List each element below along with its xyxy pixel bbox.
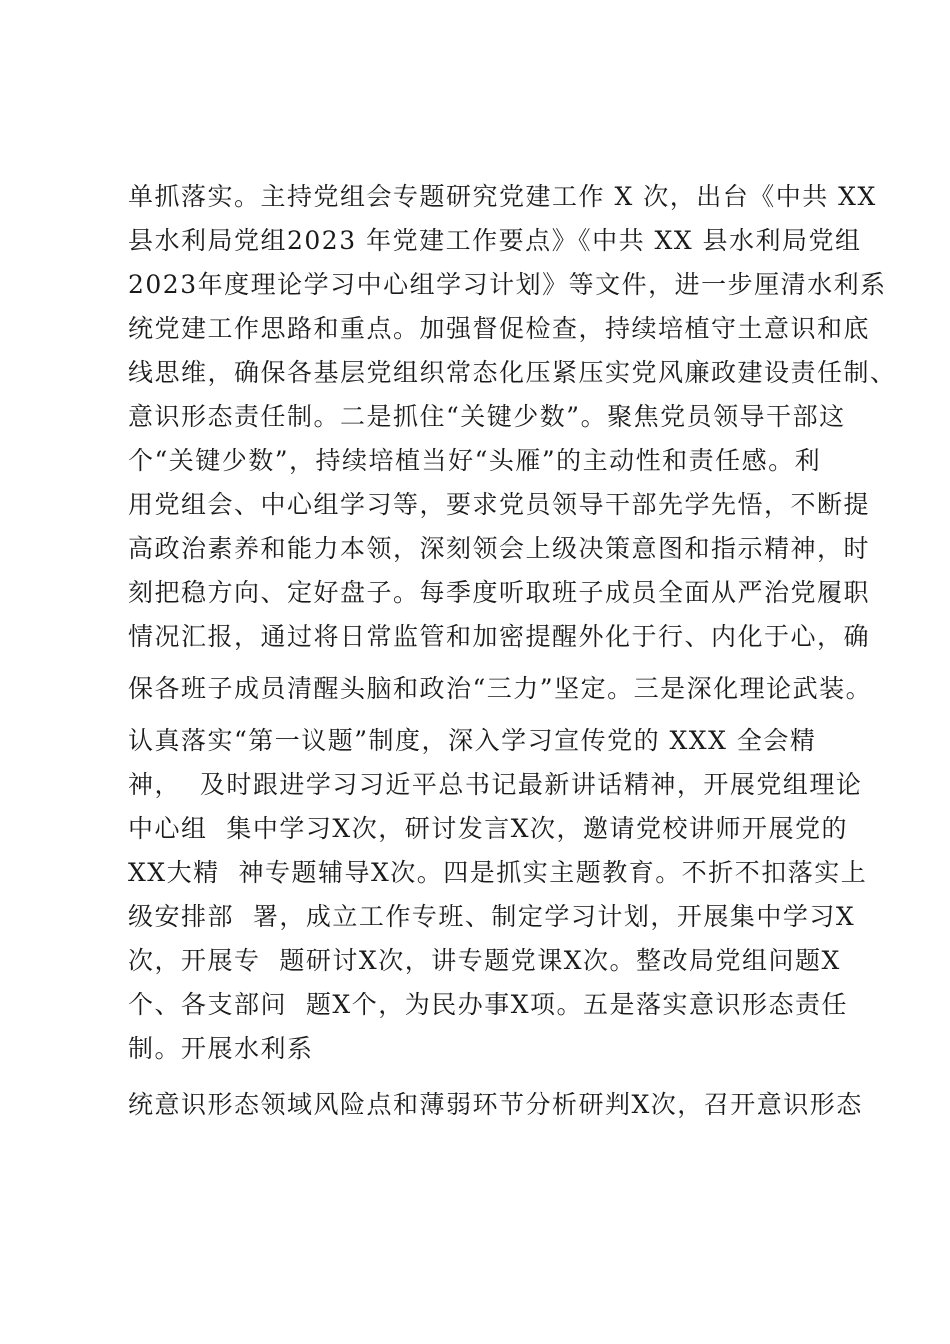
text-line-15: 中心组 集中学习X次，研讨发言X次，邀请党校讲师开展党的 [128,814,848,843]
text-line-4: 统党建工作思路和重点。加强督促检查，持续培植守土意识和底 [128,314,871,343]
text-line-10: 刻把稳方向、定好盘子。每季度听取班子成员全面从严治党履职 [128,578,871,607]
text-line-9: 高政治素养和能力本领，深刻领会上级决策意图和指示精神，时 [128,534,871,563]
text-line-2: 县水利局党组2023 年党建工作要点》《中共 XX 县水利局党组 [128,226,862,255]
text-line-17: 级安排部 署，成立工作专班、制定学习计划，开展集中学习X [128,902,856,931]
text-line-16: XX大精 神专题辅导X次。四是抓实主题教育。不折不扣落实上 [128,858,868,887]
text-line-1: 单抓落实。主持党组会专题研究党建工作 X 次，出台《中共 XX [128,182,877,211]
text-line-5: 线思维，确保各基层党组织常态化压紧压实党风廉政建设责任制、 [128,358,897,387]
text-line-21: 统意识形态领域风险点和薄弱环节分析研判X次，召开意识形态 [128,1090,863,1119]
text-line-3: 2023年度理论学习中心组学习计划》等文件，进一步厘清水利系 [128,270,887,299]
text-line-14: 神， 及时跟进学习习近平总书记最新讲话精神，开展党组理论 [128,770,863,799]
text-line-11: 情况汇报，通过将日常监管和加密提醒外化于行、内化于心，确 [128,622,871,651]
text-line-20: 制。开展水利系 [128,1034,314,1063]
text-line-19: 个、各支部问 题X个，为民办事X项。五是落实意识形态责任 [128,990,848,1019]
text-line-12: 保各班子成员清醒头脑和政治“三力”坚定。三是深化理论武装。 [128,674,873,703]
text-line-13: 认真落实“第一议题”制度，深入学习宣传党的 XXX 全会精 [128,726,817,755]
text-line-6: 意识形态责任制。二是抓住“关键少数”。聚焦党员领导干部这 [128,402,846,431]
text-line-18: 次，开展专 题研讨X次，讲专题党课X次。整改局党组问题X [128,946,841,975]
text-line-8: 用党组会、中心组学习等，要求党员领导干部先学先悟，不断提 [128,490,871,519]
text-line-7: 个“关键少数”，持续培植当好“头雁”的主动性和责任感。利 [128,446,822,475]
